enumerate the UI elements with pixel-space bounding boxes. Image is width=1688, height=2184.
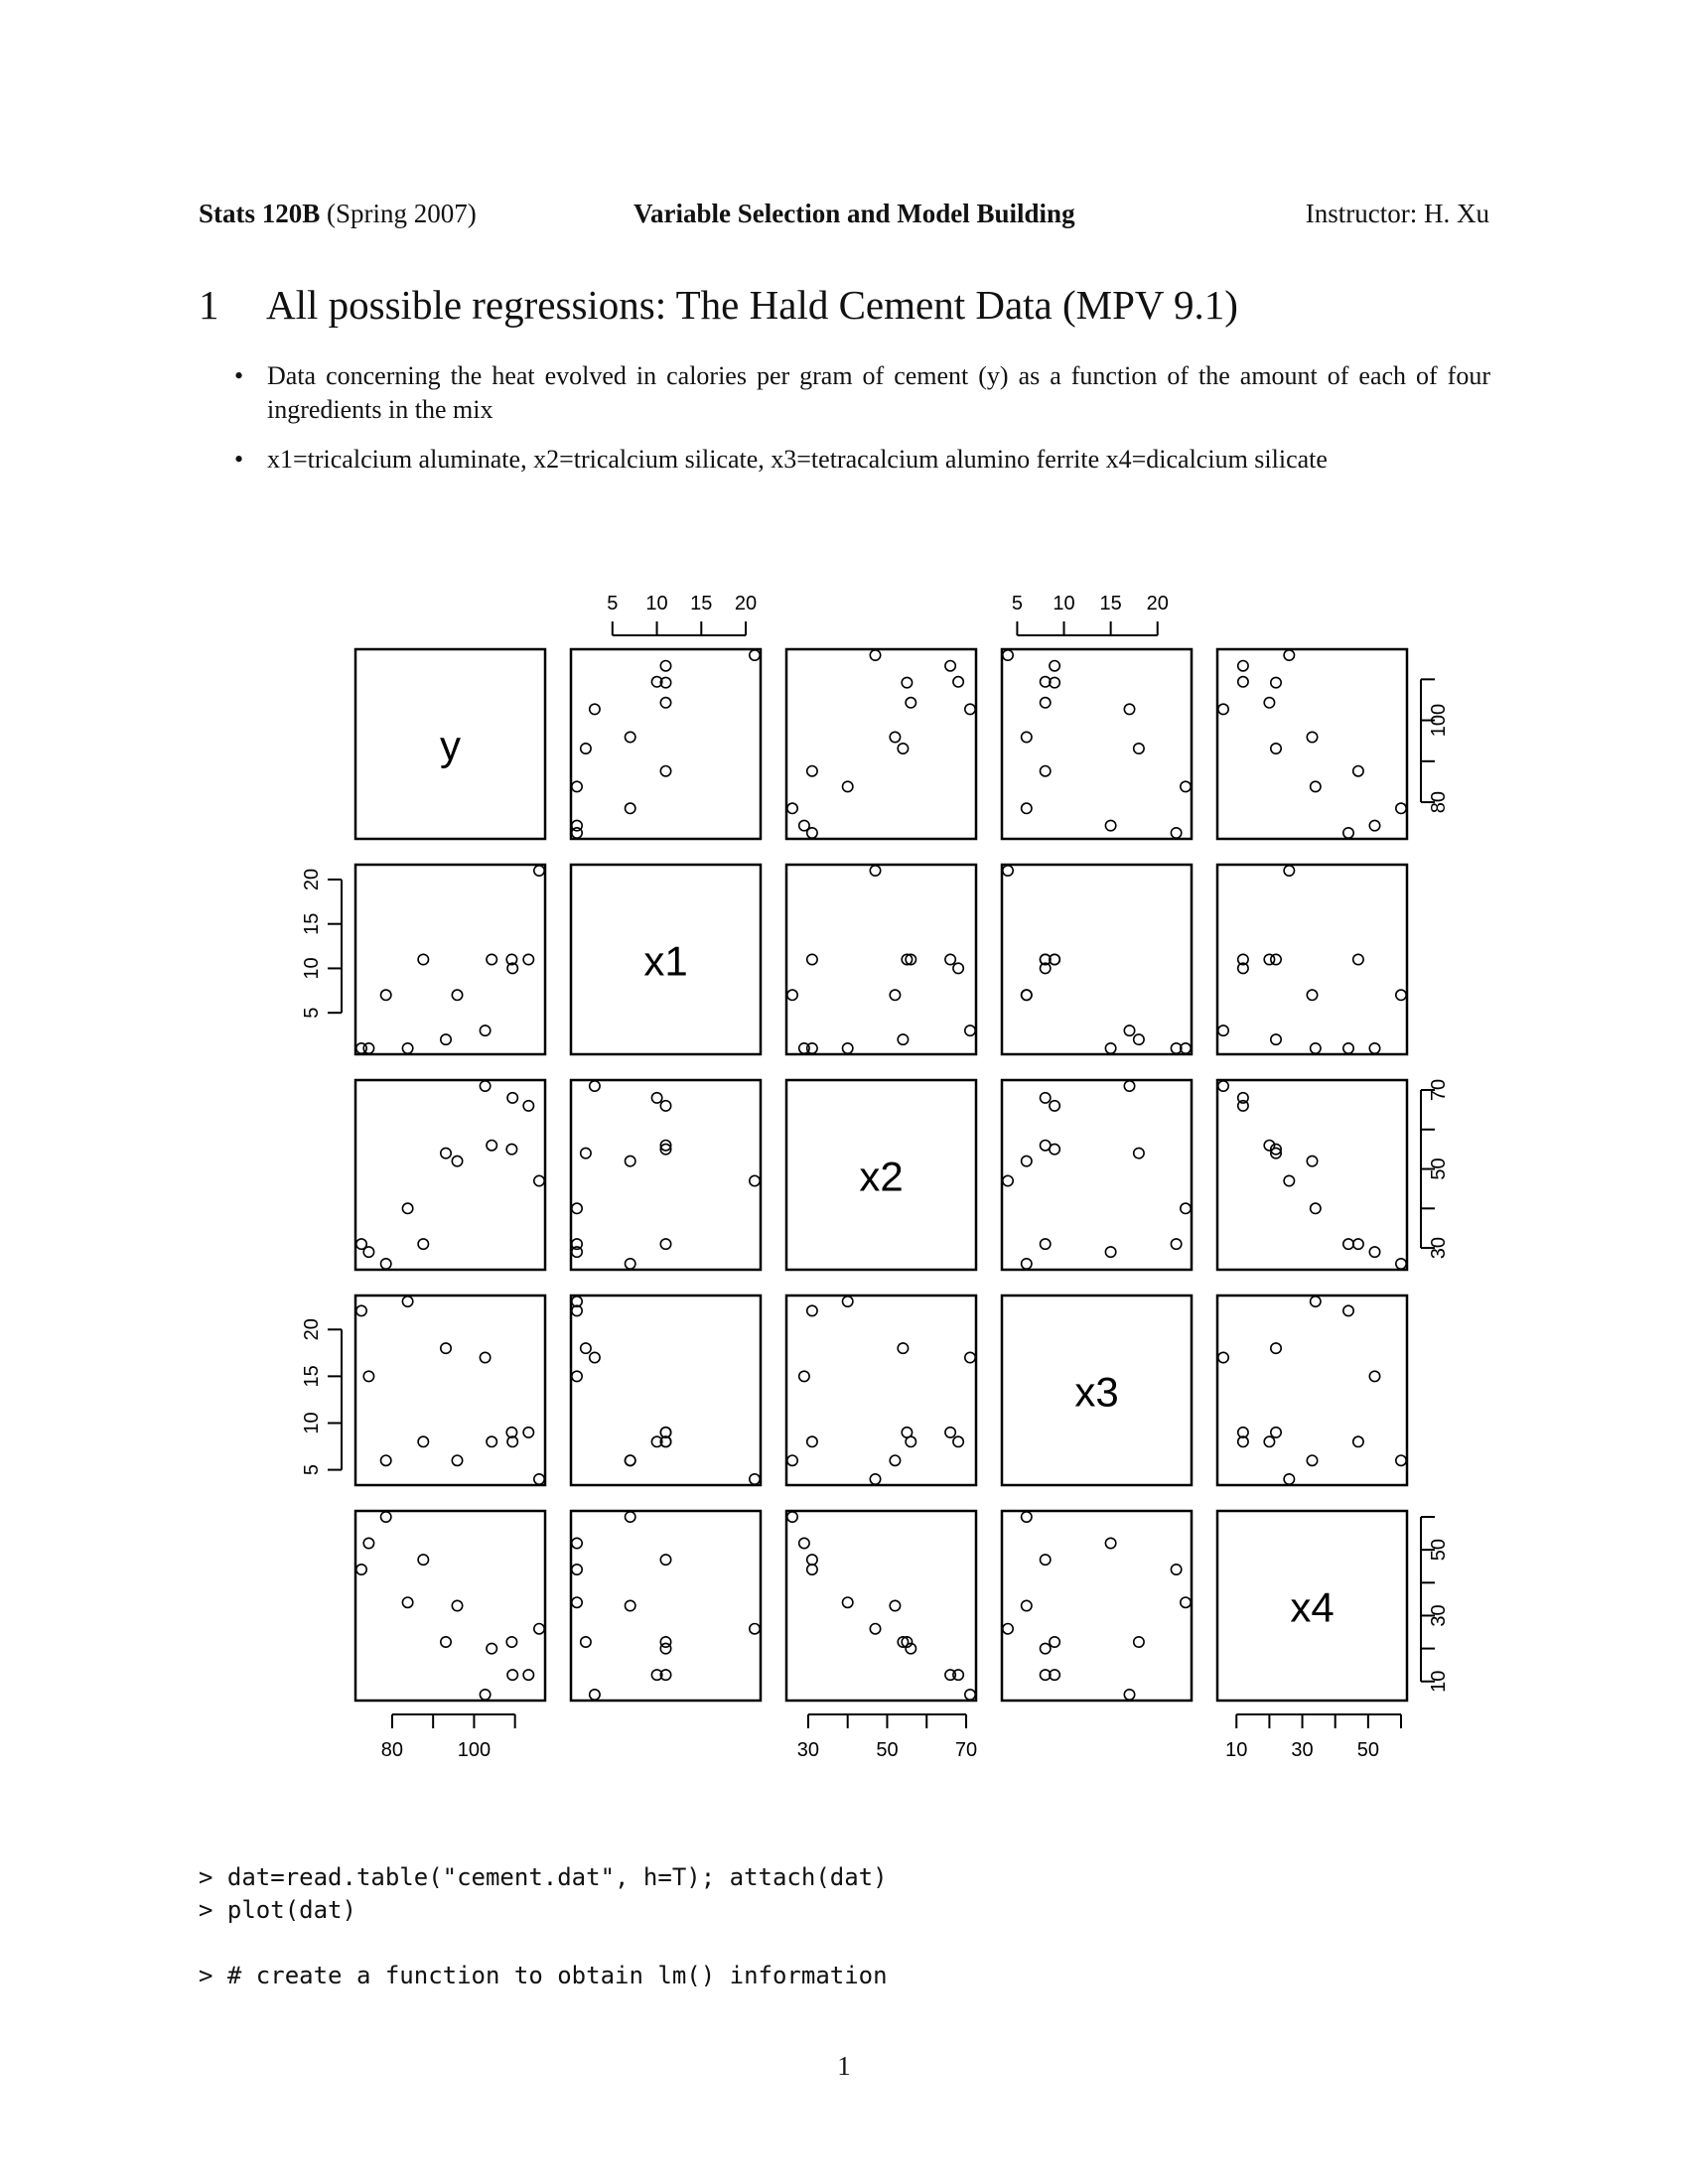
data-point: [965, 1025, 975, 1035]
tick-label: 50: [876, 1739, 899, 1761]
data-point: [581, 744, 591, 753]
tick-label: 15: [690, 593, 713, 614]
data-point: [660, 661, 670, 671]
tick-label: 5: [1011, 593, 1023, 614]
section-heading: [199, 281, 1238, 329]
bullet-list: [234, 359, 1490, 492]
data-point: [523, 954, 533, 964]
data-point: [660, 766, 670, 776]
panel-frame: [355, 1296, 545, 1485]
data-point: [572, 1565, 582, 1574]
variable-label: x2: [859, 1153, 904, 1200]
data-point: [945, 1428, 955, 1437]
data-point: [1105, 820, 1115, 830]
data-point: [906, 698, 915, 708]
data-point: [1311, 1203, 1321, 1213]
data-point: [1041, 1093, 1051, 1103]
data-point: [480, 1025, 490, 1035]
data-point: [1041, 698, 1051, 708]
data-point: [1271, 677, 1281, 687]
panel-frame: [1217, 1296, 1407, 1485]
data-point: [534, 1624, 544, 1634]
data-point: [1238, 677, 1248, 687]
data-point: [1396, 803, 1406, 813]
data-point: [953, 677, 963, 687]
data-point: [1003, 866, 1013, 876]
data-point: [660, 698, 670, 708]
data-point: [1041, 1555, 1051, 1565]
data-point: [381, 1455, 391, 1465]
data-point: [1050, 1101, 1059, 1111]
data-point: [523, 1101, 533, 1111]
data-point: [381, 1512, 391, 1522]
data-point: [945, 661, 955, 671]
data-point: [1264, 1436, 1274, 1446]
r-code-block: [199, 1861, 888, 1992]
data-point: [418, 954, 428, 964]
tick-label: 10: [1428, 1670, 1450, 1693]
data-point: [480, 1081, 490, 1091]
data-point: [523, 1428, 533, 1437]
data-point: [1022, 803, 1032, 813]
tick-label: 5: [301, 1464, 323, 1476]
data-point: [953, 1670, 963, 1680]
code-line: > # create a function to obtain lm() information: [199, 1962, 888, 1989]
data-point: [1124, 704, 1134, 714]
tick-label: 30: [1291, 1739, 1314, 1761]
data-point: [651, 1093, 661, 1103]
tick-label: 10: [1053, 593, 1075, 614]
data-point: [452, 990, 462, 1000]
data-point: [402, 1297, 412, 1306]
data-point: [807, 1043, 817, 1053]
data-point: [843, 1043, 853, 1053]
data-point: [572, 1597, 582, 1607]
data-point: [507, 1093, 517, 1103]
tick-label: 80: [380, 1739, 404, 1761]
data-point: [1022, 990, 1032, 1000]
bullet-item: • Data concerning the heat evolved in calories per gram of cement (y) as a function of the amount of each of four ingredients in the mix: [234, 359, 1490, 427]
data-point: [1271, 954, 1281, 964]
data-point: [1307, 990, 1317, 1000]
data-point: [1041, 766, 1051, 776]
data-point: [807, 1565, 817, 1574]
data-point: [581, 1637, 591, 1647]
panel-frame: [786, 865, 976, 1054]
data-point: [1271, 1428, 1281, 1437]
data-point: [750, 1175, 760, 1185]
data-point: [1171, 828, 1181, 838]
data-point: [418, 1555, 428, 1565]
data-point: [890, 732, 900, 742]
tick-label: 20: [301, 868, 323, 891]
data-point: [581, 1148, 591, 1158]
data-point: [750, 650, 760, 660]
data-point: [590, 1690, 600, 1700]
data-point: [534, 1175, 544, 1185]
data-point: [487, 1436, 496, 1446]
data-point: [1271, 744, 1281, 753]
data-point: [807, 954, 817, 964]
data-point: [441, 1148, 451, 1158]
data-point: [1171, 1239, 1181, 1249]
data-point: [660, 1101, 670, 1111]
data-point: [506, 1637, 516, 1647]
data-point: [506, 1144, 516, 1154]
data-point: [381, 1259, 391, 1269]
panel-frame: [571, 1296, 761, 1485]
data-point: [626, 803, 635, 813]
data-point: [1022, 1156, 1032, 1165]
code-line: > plot(dat): [199, 1896, 356, 1924]
data-point: [1124, 1025, 1134, 1035]
data-point: [1003, 1624, 1013, 1634]
data-point: [441, 1637, 451, 1647]
data-point: [1396, 1455, 1406, 1465]
section-title: All possible regressions: The Hald Cement Data (MPV 9.1): [266, 282, 1238, 328]
data-point: [572, 781, 582, 791]
data-point: [452, 1156, 462, 1165]
data-point: [1238, 1093, 1248, 1103]
panel-frame: [1217, 865, 1407, 1054]
data-point: [1353, 766, 1363, 776]
data-point: [356, 1043, 366, 1053]
data-point: [807, 766, 817, 776]
data-point: [953, 1436, 963, 1446]
data-point: [1369, 820, 1379, 830]
data-point: [1238, 661, 1248, 671]
data-point: [581, 1343, 591, 1353]
data-point: [1343, 1239, 1353, 1249]
data-point: [870, 866, 880, 876]
data-point: [1022, 1259, 1032, 1269]
data-point: [1050, 1637, 1059, 1647]
panel-frame: [571, 1080, 761, 1270]
data-point: [1307, 732, 1317, 742]
data-point: [1003, 1175, 1013, 1185]
data-point: [487, 1141, 496, 1151]
data-point: [441, 1343, 451, 1353]
data-point: [507, 1670, 517, 1680]
data-point: [1105, 1538, 1115, 1548]
data-point: [1369, 1043, 1379, 1053]
tick-label: 20: [1146, 593, 1169, 614]
data-point: [1284, 650, 1294, 660]
data-point: [590, 1352, 600, 1362]
data-point: [1105, 1247, 1115, 1257]
tick-label: 100: [1428, 703, 1450, 738]
data-point: [1134, 1148, 1144, 1158]
tick-label: 100: [457, 1739, 492, 1761]
panel-frame: [355, 1080, 545, 1270]
data-point: [1041, 1239, 1051, 1249]
data-point: [1022, 732, 1032, 742]
data-point: [902, 1428, 912, 1437]
data-point: [898, 1034, 908, 1044]
data-point: [1353, 1436, 1363, 1446]
tick-label: 50: [1356, 1739, 1379, 1761]
data-point: [807, 828, 817, 838]
data-point: [1218, 1025, 1228, 1035]
data-point: [1311, 781, 1321, 791]
variable-label: y: [440, 722, 461, 769]
data-point: [1050, 661, 1059, 671]
data-point: [1022, 1600, 1032, 1610]
data-point: [363, 1538, 373, 1548]
data-point: [626, 1455, 635, 1465]
tick-label: 30: [796, 1739, 820, 1761]
data-point: [1396, 990, 1406, 1000]
data-point: [799, 1538, 809, 1548]
data-point: [418, 1436, 428, 1446]
data-point: [356, 1565, 366, 1574]
data-point: [890, 1600, 900, 1610]
tick-label: 5: [301, 1007, 323, 1019]
data-point: [572, 828, 582, 838]
data-point: [945, 954, 955, 964]
data-point: [787, 1455, 797, 1465]
data-point: [898, 744, 908, 753]
data-point: [402, 1043, 412, 1053]
data-point: [1181, 1203, 1191, 1213]
section-number: 1: [199, 282, 219, 328]
data-point: [1311, 1043, 1321, 1053]
data-point: [799, 1371, 809, 1381]
data-point: [870, 1474, 880, 1484]
tick-label: 70: [1428, 1078, 1450, 1102]
data-point: [965, 1352, 975, 1362]
header-title: Variable Selection and Model Building: [633, 199, 1075, 228]
data-point: [487, 954, 496, 964]
data-point: [1181, 1597, 1191, 1607]
data-point: [590, 704, 600, 714]
data-point: [356, 1239, 366, 1249]
data-point: [1218, 1352, 1228, 1362]
data-point: [1171, 1565, 1181, 1574]
data-point: [1343, 1305, 1353, 1315]
course-term: (Spring 2007): [327, 199, 477, 228]
data-point: [843, 1297, 853, 1306]
data-point: [402, 1597, 412, 1607]
data-point: [890, 990, 900, 1000]
data-point: [1003, 650, 1013, 660]
data-point: [626, 1156, 635, 1165]
data-point: [1307, 1156, 1317, 1165]
variable-label: x4: [1290, 1583, 1335, 1631]
data-point: [363, 1371, 373, 1381]
data-point: [1284, 866, 1294, 876]
data-point: [807, 1555, 817, 1565]
panel-frame: [786, 1511, 976, 1701]
scatterplot-matrix: [278, 586, 1470, 1777]
data-point: [965, 704, 975, 714]
data-point: [1134, 1637, 1144, 1647]
data-point: [787, 990, 797, 1000]
data-point: [1311, 1297, 1321, 1306]
data-point: [534, 866, 544, 876]
data-point: [843, 1597, 853, 1607]
tick-label: 50: [1428, 1539, 1450, 1562]
tick-label: 30: [1428, 1604, 1450, 1627]
data-point: [965, 1690, 975, 1700]
data-point: [572, 1371, 582, 1381]
data-point: [1124, 1690, 1134, 1700]
data-point: [1264, 698, 1274, 708]
data-point: [870, 650, 880, 660]
data-point: [660, 1637, 670, 1647]
data-point: [1369, 1371, 1379, 1381]
data-point: [572, 1538, 582, 1548]
panel-frame: [1002, 865, 1192, 1054]
data-point: [523, 1670, 533, 1680]
data-point: [902, 677, 912, 687]
panel-frame: [1002, 649, 1192, 839]
data-point: [1343, 828, 1353, 838]
tick-label: 50: [1428, 1158, 1450, 1180]
data-point: [898, 1343, 908, 1353]
tick-label: 15: [301, 912, 323, 935]
data-point: [626, 1259, 635, 1269]
data-point: [1041, 1643, 1051, 1653]
data-point: [1105, 1043, 1115, 1053]
data-point: [750, 1474, 760, 1484]
data-point: [1284, 1175, 1294, 1185]
data-point: [402, 1203, 412, 1213]
panel-frame: [571, 1511, 761, 1701]
data-point: [480, 1352, 490, 1362]
tick-label: 20: [301, 1318, 323, 1341]
variable-label: x3: [1074, 1368, 1119, 1416]
data-point: [660, 1239, 670, 1249]
tick-label: 30: [1428, 1236, 1450, 1260]
tick-label: 80: [1428, 790, 1450, 814]
tick-label: 15: [1099, 593, 1122, 614]
data-point: [1134, 744, 1144, 753]
data-point: [787, 803, 797, 813]
data-point: [953, 963, 963, 973]
data-point: [1124, 1081, 1134, 1091]
data-point: [1218, 704, 1228, 714]
data-point: [1307, 1455, 1317, 1465]
tick-label: 5: [607, 593, 619, 614]
data-point: [572, 1239, 582, 1249]
data-point: [660, 1555, 670, 1565]
tick-label: 15: [301, 1365, 323, 1388]
data-point: [590, 1081, 600, 1091]
data-point: [1353, 1239, 1363, 1249]
course-code: Stats 120B: [199, 199, 321, 228]
panel-frame: [1217, 1080, 1407, 1270]
data-point: [1218, 1081, 1228, 1091]
data-point: [452, 1600, 462, 1610]
header-instructor: Instructor: H. Xu: [1305, 199, 1489, 228]
data-point: [1271, 1343, 1281, 1353]
data-point: [807, 1436, 817, 1446]
tick-label: 20: [734, 593, 758, 614]
data-point: [356, 1305, 366, 1315]
data-point: [1353, 954, 1363, 964]
data-point: [381, 990, 391, 1000]
data-point: [572, 1203, 582, 1213]
data-point: [1022, 1512, 1032, 1522]
data-point: [1343, 1043, 1353, 1053]
panel-frame: [1002, 1080, 1192, 1270]
data-point: [418, 1239, 428, 1249]
tick-label: 10: [645, 593, 668, 614]
data-point: [807, 1305, 817, 1315]
data-point: [750, 1624, 760, 1634]
bullet-item: • x1=tricalcium aluminate, x2=tricalcium silicate, x3=tetracalcium alumino ferrite x4=dicalcium silicate: [234, 443, 1490, 477]
data-point: [626, 1512, 635, 1522]
data-point: [1284, 1474, 1294, 1484]
code-line: > dat=read.table("cement.dat", h=T); attach(dat): [199, 1863, 888, 1891]
data-point: [1134, 1034, 1144, 1044]
tick-label: 70: [954, 1739, 978, 1761]
data-point: [843, 781, 853, 791]
panel-frame: [786, 1296, 976, 1485]
data-point: [452, 1455, 462, 1465]
variable-label: x1: [643, 937, 688, 985]
data-point: [1181, 781, 1191, 791]
page-number: 1: [837, 2051, 851, 2081]
tick-label: 10: [301, 1412, 323, 1434]
data-point: [890, 1455, 900, 1465]
data-point: [1396, 1259, 1406, 1269]
data-point: [626, 732, 635, 742]
tick-label: 10: [301, 957, 323, 980]
data-point: [534, 1474, 544, 1484]
data-point: [787, 1512, 797, 1522]
data-point: [1050, 1144, 1059, 1154]
data-point: [1369, 1247, 1379, 1257]
data-point: [1271, 1034, 1281, 1044]
header-course: [199, 199, 477, 229]
data-point: [870, 1624, 880, 1634]
data-point: [626, 1600, 635, 1610]
panel-frame: [786, 649, 976, 839]
data-point: [480, 1690, 490, 1700]
panel-frame: [1002, 1511, 1192, 1701]
data-point: [487, 1643, 496, 1653]
tick-label: 10: [1225, 1739, 1248, 1761]
data-point: [441, 1034, 451, 1044]
